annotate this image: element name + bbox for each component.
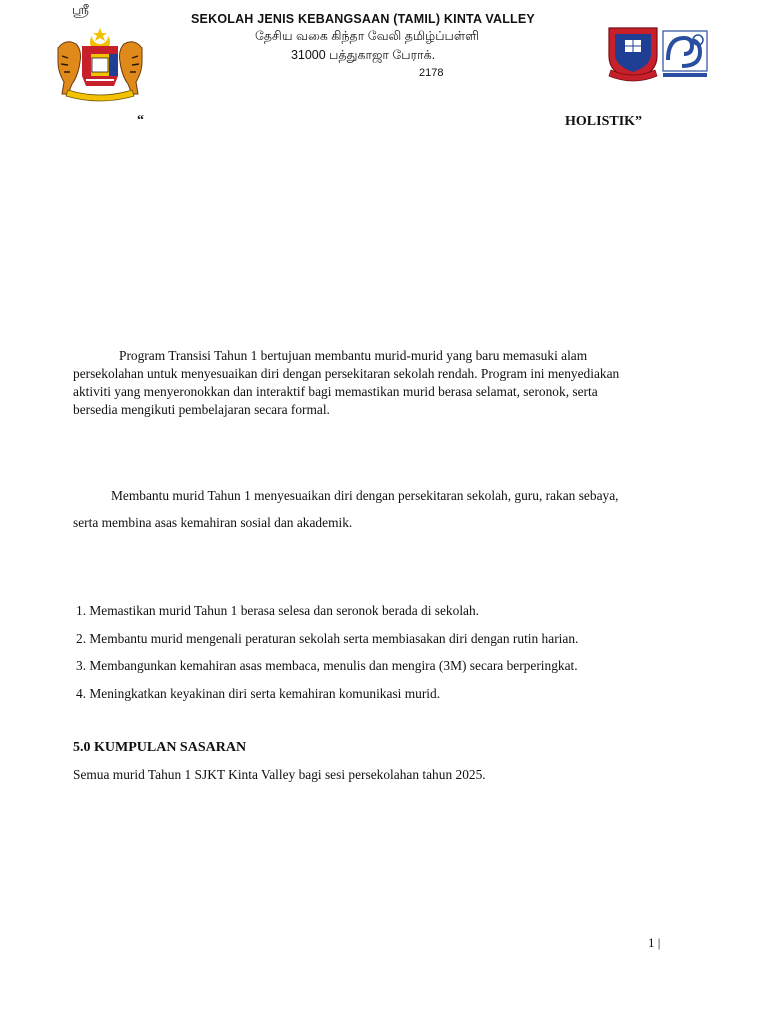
intro-line-3: aktiviti yang menyeronokkan dan interaktif bagi memastikan murid berasa selamat, seronok, serta (73, 384, 598, 399)
list-item: 4. Meningkatkan keyakinan diri serta kemahiran komunikasi murid. (76, 685, 441, 701)
section-body: Semua murid Tahun 1 SJKT Kinta Valley bagi sesi persekolahan tahun 2025. (73, 767, 486, 782)
aim-line-1: Membantu murid Tahun 1 menyesuaikan diri dengan persekitaran sekolah, guru, rakan sebaya, (111, 488, 619, 503)
list-item: 3. Membangunkan kemahiran asas membaca, menulis dan mengira (3M) secara berperingkat. (76, 658, 578, 673)
title-holistik: HOLISTIK” (565, 114, 643, 129)
aim-paragraph (73, 487, 713, 532)
page-number: 1 | (648, 935, 661, 950)
intro-line-1: Program Transisi Tahun 1 bertujuan membantu murid-murid yang baru memasuki alam (119, 348, 588, 363)
title-quote-open: “ (137, 113, 144, 128)
school-code: 2178 (419, 67, 444, 79)
objectives-list (76, 602, 578, 712)
aim-line-2: serta membina asas kemahiran sosial dan akademik. (73, 515, 353, 530)
intro-paragraph (73, 347, 713, 419)
school-crest-icon (607, 26, 659, 82)
list-item: 2. Membantu murid mengenali peraturan sekolah serta membiasakan diri dengan rutin harian. (76, 630, 579, 646)
ministry-logo-icon (662, 30, 708, 78)
school-address: 31000 பத்துகாஜா பேராக். (290, 48, 436, 62)
sri-symbol: ஸ்ரீ (72, 2, 89, 17)
intro-line-4: bersedia mengikuti pembelajaran secara formal. (73, 402, 330, 417)
section-heading: 5.0 KUMPULAN SASARAN (73, 740, 247, 755)
list-item: 1. Memastikan murid Tahun 1 berasa selesa dan seronok berada di sekolah. (76, 603, 480, 618)
school-name-tamil: தேசிய வகை கிந்தா வேலி தமிழ்ப்பள்ளி (255, 29, 479, 43)
school-name: SEKOLAH JENIS KEBANGSAAN (TAMIL) KINTA VALLEY (191, 12, 535, 26)
intro-line-2: persekolahan untuk menyesuaikan diri dengan persekitaran sekolah rendah. Program ini menyediakan (73, 366, 620, 381)
